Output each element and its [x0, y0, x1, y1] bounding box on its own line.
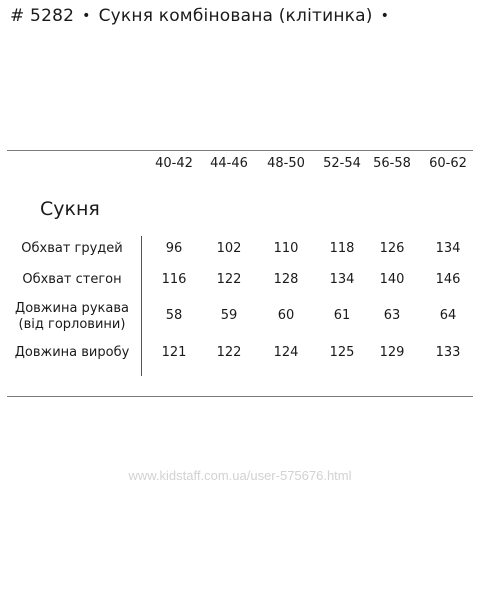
table-cell: 102	[216, 241, 242, 256]
table-cell: 59	[220, 308, 238, 323]
product-code: # 5282	[10, 6, 75, 26]
row-label: Обхват грудей	[21, 241, 123, 256]
column-divider	[141, 236, 142, 376]
table-cell: 146	[435, 272, 461, 287]
table-cell: 121	[161, 345, 187, 360]
table-cell: 118	[329, 241, 355, 256]
product-name: Сукня комбінована (клітинка)	[98, 6, 373, 26]
table-cell: 133	[435, 345, 461, 360]
row-label: Обхват стегон	[22, 272, 122, 287]
table-cell: 126	[379, 241, 405, 256]
table-top-rule	[7, 150, 473, 151]
table-cell: 60	[277, 308, 295, 323]
title-trailing-separator: •	[380, 8, 390, 24]
table-cell: 124	[273, 345, 299, 360]
table-cell: 129	[379, 345, 405, 360]
row-label: Довжина рукава (від горловини)	[15, 301, 129, 332]
table-cell: 116	[161, 272, 187, 287]
table-cell: 134	[329, 272, 355, 287]
table-cell: 64	[439, 308, 457, 323]
table-cell: 125	[329, 345, 355, 360]
table-bottom-rule	[7, 396, 473, 397]
table-cell: 128	[273, 272, 299, 287]
table-cell: 63	[383, 308, 401, 323]
table-cell: 61	[333, 308, 351, 323]
table-cell: 58	[165, 308, 183, 323]
size-header: 52-54	[323, 156, 361, 171]
title-separator: •	[82, 8, 91, 24]
table-cell: 140	[379, 272, 405, 287]
size-header: 44-46	[210, 156, 248, 171]
row-label: Довжина виробу	[14, 345, 130, 360]
table-cell: 122	[216, 272, 242, 287]
page-title	[10, 6, 397, 26]
section-label: Сукня	[40, 198, 100, 220]
size-header: 40-42	[155, 156, 193, 171]
table-cell: 110	[273, 241, 299, 256]
table-cell: 122	[216, 345, 242, 360]
size-header: 56-58	[373, 156, 411, 171]
size-header: 48-50	[267, 156, 305, 171]
watermark: www.kidstaff.com.ua/user-575676.html	[128, 468, 352, 483]
size-header: 60-62	[429, 156, 467, 171]
table-cell: 96	[165, 241, 183, 256]
table-cell: 134	[435, 241, 461, 256]
